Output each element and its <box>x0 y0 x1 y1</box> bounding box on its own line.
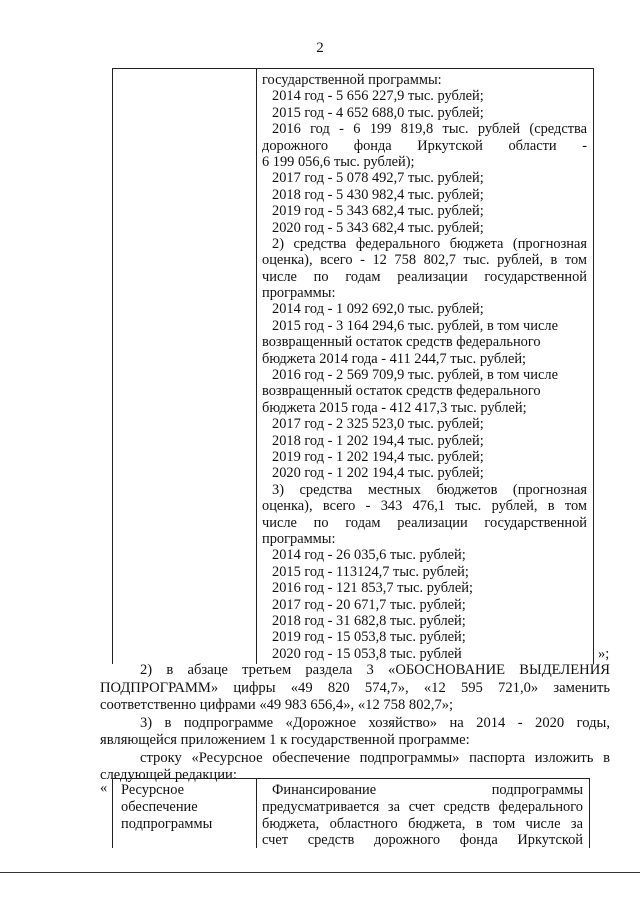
text-line: 2014 год - 5 656 227,9 тыс. рублей; <box>272 88 484 105</box>
text-line: числе по годам реализации государственной <box>262 268 587 285</box>
text-line: государственной программы: <box>262 72 442 88</box>
text-line: Ресурсное <box>121 782 184 798</box>
text-line: 2020 год - 1 202 194,4 тыс. рублей; <box>272 465 484 482</box>
text-line: 2014 год - 1 092 692,0 тыс. рублей; <box>272 301 484 318</box>
text-line: оценка), всего - 12 758 802,7 тыс. рублей, в том <box>262 252 587 269</box>
text-line: 2016 год - 2 569 709,9 тыс. рублей, в том числе <box>272 367 558 384</box>
text-line: 2018 год - 31 682,8 тыс. рублей; <box>272 612 466 629</box>
text-line: 2019 год - 5 343 682,4 тыс. рублей; <box>272 203 484 220</box>
opening-quote: « <box>100 780 108 796</box>
text-line: программы: <box>262 285 336 302</box>
table-cell-content <box>262 72 587 662</box>
text-line: числе по годам реализации государственной <box>262 514 587 531</box>
text-line: 2015 год - 4 652 688,0 тыс. рублей; <box>272 104 484 121</box>
column-divider <box>256 779 257 848</box>
paragraph-line: 3) в подпрограмме «Дорожное хозяйство» на 2014 - 2020 годы, <box>140 714 610 731</box>
text-line: предусматривается за счет средств федерального <box>262 798 583 815</box>
text-line: бюджета 2015 года - 412 417,3 тыс. рублей; <box>262 399 527 416</box>
text-line: 2014 год - 26 035,6 тыс. рублей; <box>272 547 466 564</box>
column-divider <box>256 69 257 664</box>
text-line: 6 199 056,6 тыс. рублей); <box>262 153 415 170</box>
page-number: 2 <box>316 40 324 56</box>
text-line: 2020 год - 15 053,8 тыс. рублей <box>272 645 462 662</box>
text-line: возвращенный остаток средств федерального <box>262 383 541 400</box>
text-line: 2015 год - 3 164 294,6 тыс. рублей, в том числе <box>272 317 558 334</box>
text-line: 2) средства федерального бюджета (прогнозная <box>272 235 587 252</box>
text-line: обеспечение <box>121 798 198 815</box>
resource-table-continuation <box>112 68 594 664</box>
document-body <box>100 662 610 785</box>
text-line: 2015 год - 113124,7 тыс. рублей; <box>272 563 469 580</box>
text-line: дорожного фонда Иркутской области - <box>262 137 587 154</box>
text-line: 2018 год - 1 202 194,4 тыс. рублей; <box>272 432 484 449</box>
text-line: 2019 год - 15 053,8 тыс. рублей; <box>272 629 466 646</box>
text-line: 2016 год - 121 853,7 тыс. рублей; <box>272 580 473 597</box>
table-cell-content <box>262 782 583 849</box>
page-bottom-rule <box>0 872 640 873</box>
paragraph-line: являющейся приложением 1 к государственной программе: <box>100 732 470 748</box>
table-cell-label <box>121 782 251 832</box>
text-line: Финансирование подпрограммы <box>272 782 583 798</box>
text-line: 2017 год - 2 325 523,0 тыс. рублей; <box>272 416 484 433</box>
text-line: 2017 год - 5 078 492,7 тыс. рублей; <box>272 170 484 187</box>
closing-quote: »; <box>598 646 610 662</box>
text-line: счет средств дорожного фонда Иркутской <box>262 832 583 849</box>
text-line: программы: <box>262 530 336 547</box>
paragraph-line: строку «Ресурсное обеспечение подпрограммы» паспорта изложить в <box>140 749 610 766</box>
text-line: подпрограммы <box>121 815 213 832</box>
resource-table-new <box>112 778 590 848</box>
text-line: 3) средства местных бюджетов (прогнозная <box>272 481 587 498</box>
text-line: 2018 год - 5 430 982,4 тыс. рублей; <box>272 186 484 203</box>
text-line: бюджета, областного бюджета, в том числе за <box>262 815 583 832</box>
text-line: оценка), всего - 343 476,1 тыс. рублей, в том <box>262 498 587 515</box>
paragraph-line: ПОДПРОГРАММ» цифры «49 820 574,7», «12 595 721,0» заменить <box>100 679 610 696</box>
text-line: 2017 год - 20 671,7 тыс. рублей; <box>272 596 466 613</box>
text-line: бюджета 2014 года - 411 244,7 тыс. рублей; <box>262 350 527 367</box>
text-line: возвращенный остаток средств федерального <box>262 334 541 351</box>
paragraph-line: следующей редакции: <box>100 767 237 783</box>
paragraph-line: соответственно цифрами «49 983 656,4», «12 758 802,7»; <box>100 697 454 713</box>
text-line: 2020 год - 5 343 682,4 тыс. рублей; <box>272 219 484 236</box>
paragraph-line: 2) в абзаце третьем раздела 3 «ОБОСНОВАНИЕ ВЫДЕЛЕНИЯ <box>140 662 610 678</box>
text-line: 2016 год - 6 199 819,8 тыс. рублей (средства <box>272 121 587 138</box>
text-line: 2019 год - 1 202 194,4 тыс. рублей; <box>272 448 484 465</box>
